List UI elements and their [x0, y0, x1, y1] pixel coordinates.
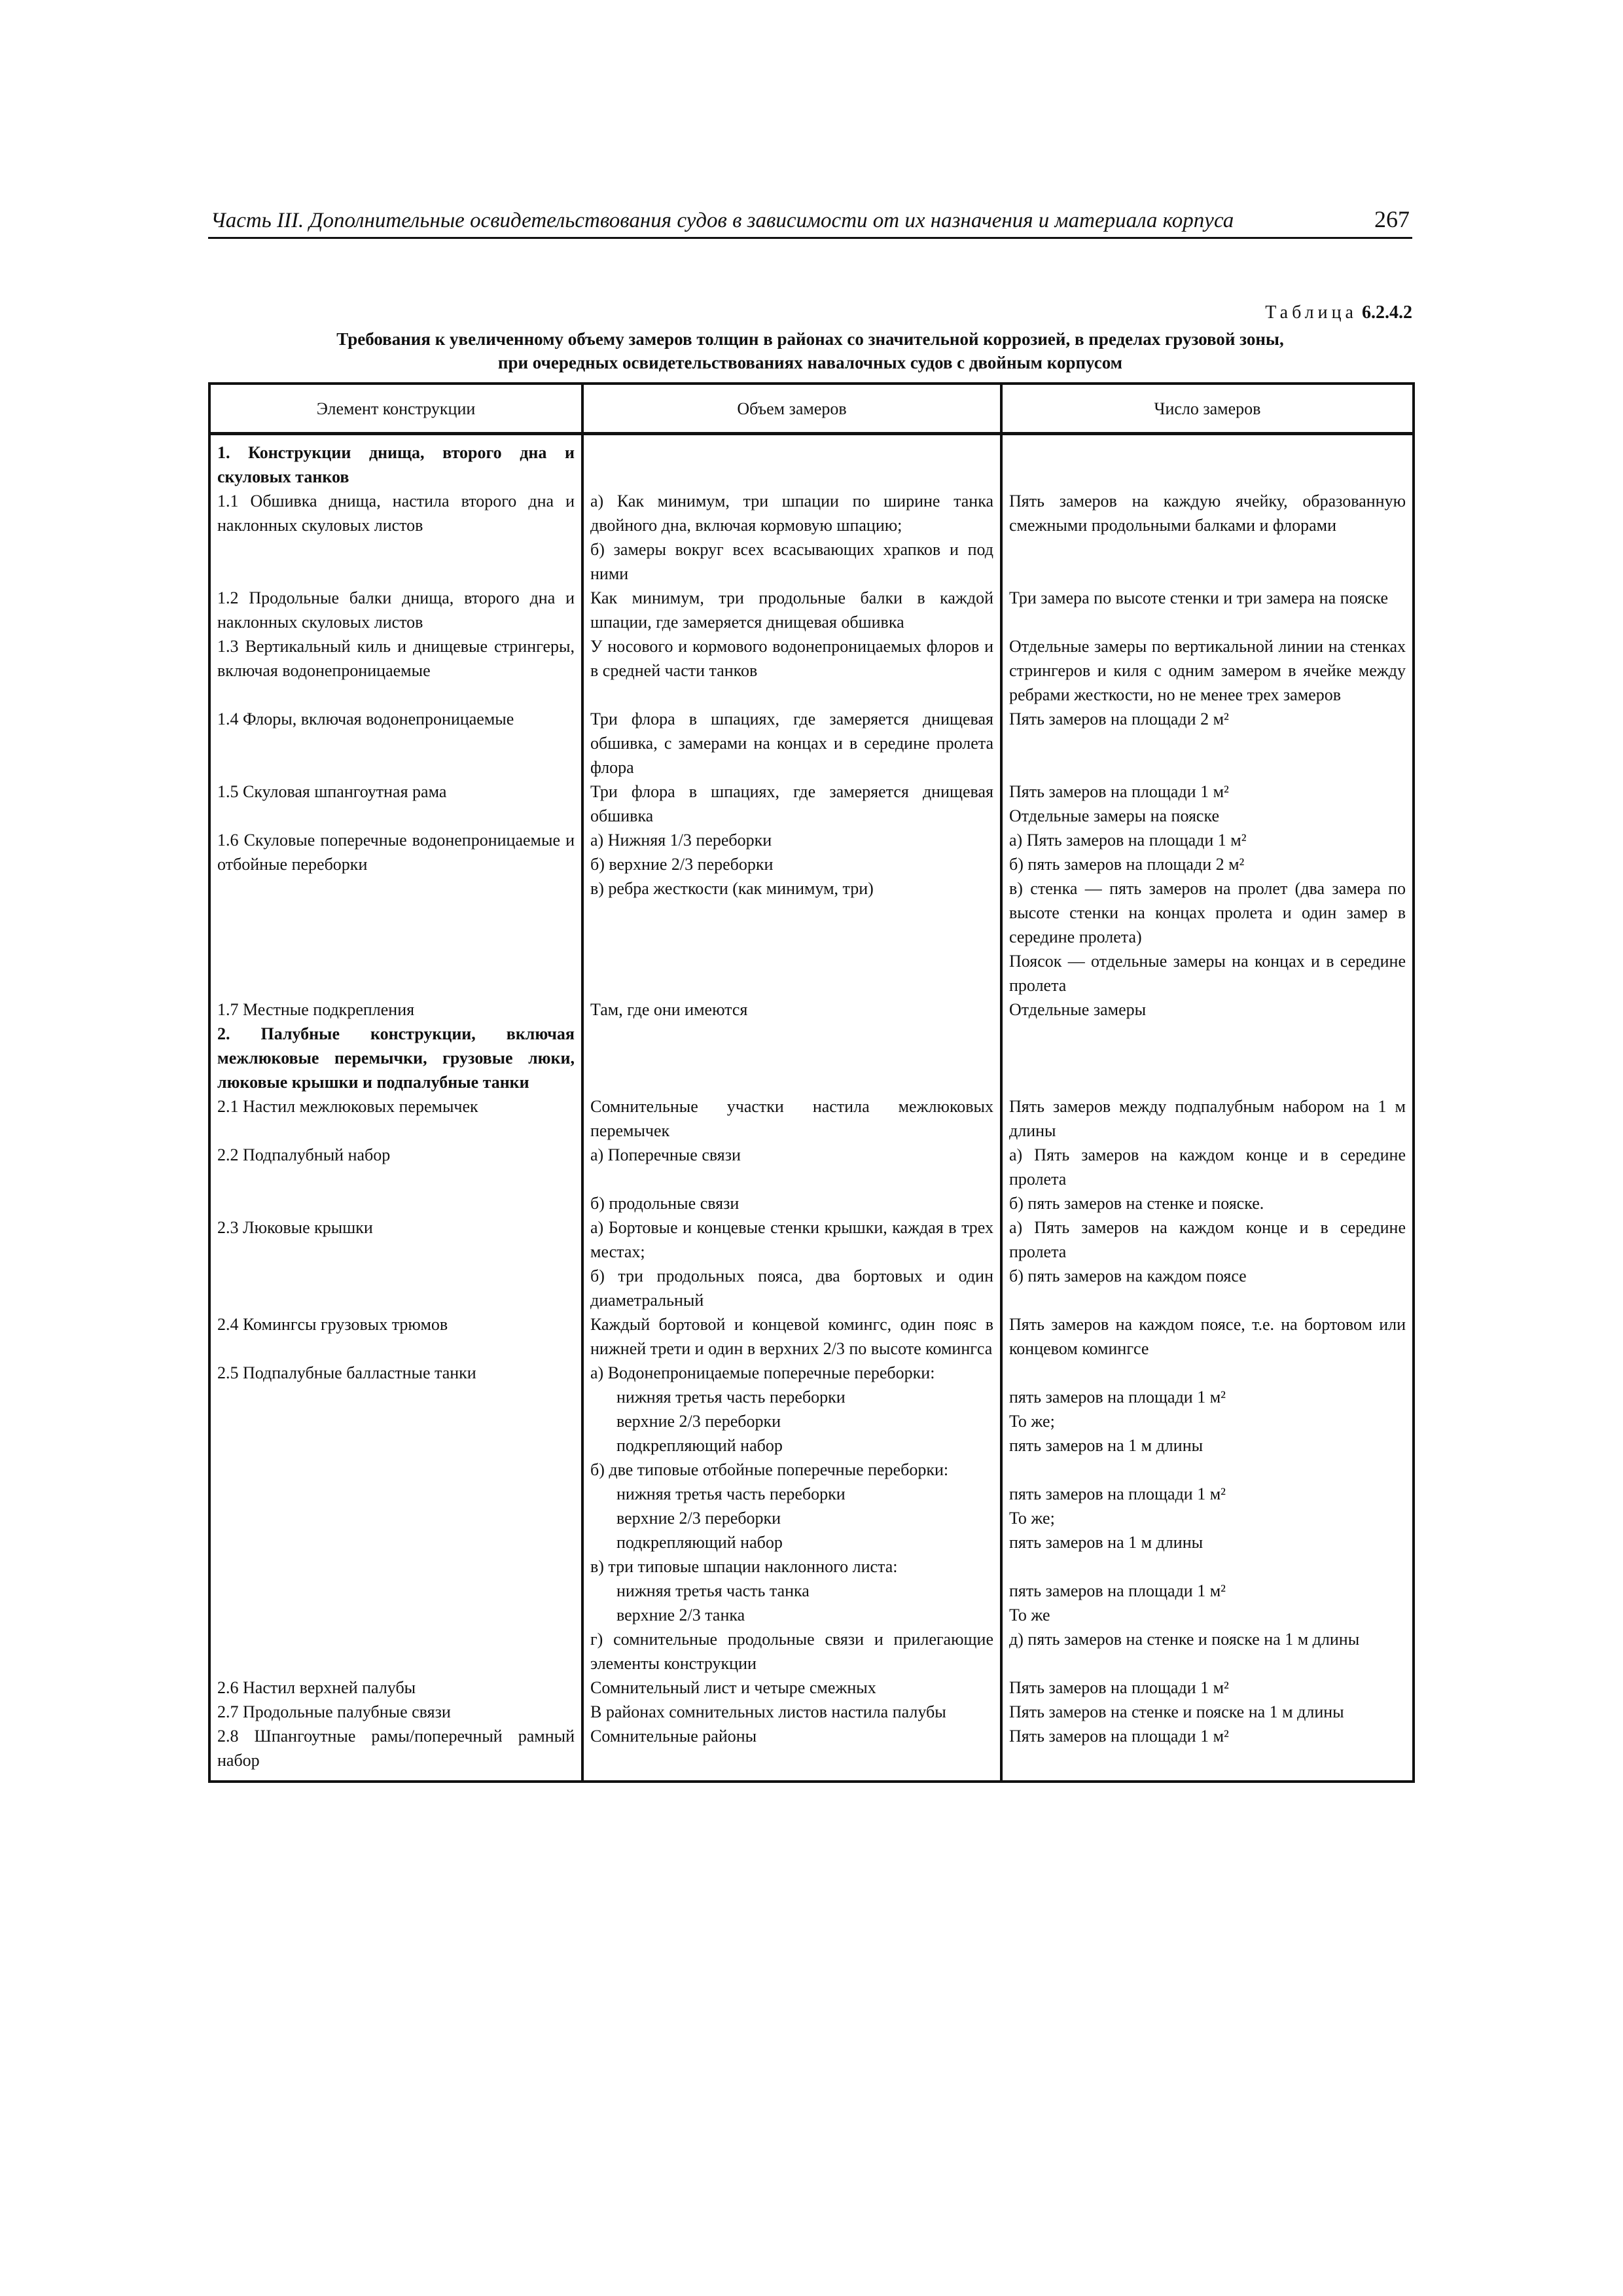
table-row [209, 1312, 1414, 1361]
table-row [209, 780, 1414, 828]
page-number: 267 [1374, 206, 1410, 232]
cell-volume-line: Три флора в шпациях, где замеряется днищевая обшивка [590, 782, 993, 825]
table-body [209, 434, 1414, 1782]
cell-volume [582, 586, 1001, 634]
table-row [209, 1361, 1414, 1676]
cell-volume [582, 997, 1001, 1022]
cell-element [209, 1022, 582, 1094]
column-header-element: Элемент конструкции [209, 384, 582, 434]
cell-number [1001, 634, 1414, 707]
cell-volume [582, 1676, 1001, 1700]
cell-volume-line: б) верхние 2/3 переборки [590, 855, 774, 874]
table-row [209, 1724, 1414, 1782]
table-row [209, 1143, 1414, 1215]
cell-volume [582, 434, 1001, 490]
table-label [1265, 302, 1412, 323]
table-row [209, 434, 1414, 490]
cell-element [209, 1215, 582, 1312]
table-row [209, 707, 1414, 780]
cell-element-line: 1.2 Продольные балки днища, второго дна и наклонных скуловых листов [217, 588, 575, 632]
cell-number-line: Три замера по высоте стенки и три замера на пояске [1009, 588, 1389, 607]
cell-volume [582, 1361, 1001, 1676]
cell-volume-line: нижняя третья часть переборки [616, 1484, 846, 1503]
cell-number-line: Отдельные замеры [1009, 1000, 1147, 1019]
cell-element-line: 2.5 Подпалубные балластные танки [217, 1363, 476, 1382]
cell-element-line: 2.1 Настил межлюковых перемычек [217, 1097, 478, 1116]
cell-element [209, 780, 582, 828]
cell-element-line: 1.7 Местные подкрепления [217, 1000, 415, 1019]
table-caption-line: при очередных освидетельствованиях навалочных судов с двойным корпусом [497, 353, 1123, 372]
cell-element [209, 1312, 582, 1361]
table-header-row [209, 384, 1414, 434]
column-header-number: Число замеров [1001, 384, 1414, 434]
cell-element-line: 1.1 Обшивка днища, настила второго дна и наклонных скуловых листов [217, 492, 575, 535]
column-header-volume: Объем замеров [582, 384, 1001, 434]
cell-element [209, 434, 582, 490]
cell-volume [582, 1312, 1001, 1361]
cell-volume-line: В районах сомнительных листов настила палубы [590, 1702, 946, 1721]
cell-number [1001, 1676, 1414, 1700]
cell-volume [582, 1022, 1001, 1094]
cell-element-line: 1. Конструкции днища, второго дна и скуловых танков [217, 443, 575, 486]
cell-element-line: 1.3 Вертикальный киль и днищевые стрингеры, включая водонепроницаемые [217, 637, 575, 680]
cell-volume [582, 780, 1001, 828]
cell-volume-line: б) две типовые отбойные поперечные переборки: [590, 1460, 949, 1479]
cell-volume-line: нижняя третья часть танка [616, 1581, 810, 1600]
cell-volume-line: Сомнительные участки настила межлюковых перемычек [590, 1097, 993, 1140]
table-caption [208, 327, 1412, 374]
table-row [209, 1022, 1414, 1094]
cell-number-line: пять замеров на площади 1 м² [1009, 1581, 1226, 1600]
cell-number-line [1009, 1458, 1406, 1482]
cell-volume [582, 1215, 1001, 1312]
cell-element [209, 1676, 582, 1700]
cell-number [1001, 586, 1414, 634]
cell-element [209, 1361, 582, 1676]
cell-volume-line: верхние 2/3 переборки [616, 1412, 781, 1431]
cell-volume-line: б) замеры вокруг всех всасывающих храпков и под ними [590, 540, 993, 583]
cell-number [1001, 780, 1414, 828]
cell-volume-line: б) продольные связи [590, 1194, 740, 1213]
cell-element [209, 1094, 582, 1143]
table-label-prefix: Таблица [1265, 302, 1357, 323]
cell-element [209, 1143, 582, 1215]
cell-volume-line: в) ребра жесткости (как минимум, три) [590, 879, 874, 898]
table-label-number: 6.2.4.2 [1362, 302, 1412, 323]
cell-number-line: То же [1009, 1605, 1050, 1624]
cell-number-line: То же; [1009, 1412, 1055, 1431]
cell-number [1001, 489, 1414, 586]
cell-number-line: Отдельные замеры по вертикальной линии на стенках стрингеров и киля с одним замером в ячейке между ребрами жесткости, но не менее трех замеров [1009, 637, 1406, 704]
cell-number-line: Пять замеров на площади 1 м² [1009, 782, 1229, 801]
cell-number-line: То же; [1009, 1509, 1055, 1528]
cell-element-line: 2.4 Комингсы грузовых трюмов [217, 1315, 448, 1334]
cell-element [209, 1724, 582, 1782]
cell-number-line: пять замеров на площади 1 м² [1009, 1484, 1226, 1503]
cell-number-line: Пять замеров между подпалубным набором на 1 м длины [1009, 1097, 1406, 1140]
cell-number-line: пять замеров на 1 м длины [1009, 1436, 1204, 1455]
cell-element-line: 2.8 Шпангоутные рамы/поперечный рамный набор [217, 1727, 575, 1770]
cell-number-line: Пять замеров на площади 2 м² [1009, 709, 1229, 728]
cell-element [209, 707, 582, 780]
cell-number-line: а) Пять замеров на каждом конце и в середине пролета [1009, 1145, 1406, 1189]
table-row [209, 634, 1414, 707]
cell-volume [582, 1700, 1001, 1724]
table-row [209, 997, 1414, 1022]
cell-number-line: б) пять замеров на каждом поясе [1009, 1266, 1247, 1285]
cell-volume-line: Каждый бортовой и концевой комингс, один пояс в нижней трети и один в верхних 2/3 по высоте комингса [590, 1315, 993, 1358]
cell-number-line: б) пять замеров на площади 2 м² [1009, 855, 1245, 874]
cell-element-line: 2.2 Подпалубный набор [217, 1145, 391, 1164]
cell-element [209, 1700, 582, 1724]
cell-volume-line: подкрепляющий набор [616, 1436, 783, 1455]
cell-element [209, 634, 582, 707]
table-row [209, 1215, 1414, 1312]
cell-number-line: Пять замеров на площади 1 м² [1009, 1678, 1229, 1697]
running-header-title: Часть III. Дополнительные освидетельствования судов в зависимости от их назначения и материала корпуса [211, 209, 1234, 232]
cell-volume-line: Сомнительные районы [590, 1727, 757, 1746]
cell-number [1001, 1312, 1414, 1361]
cell-volume-line: а) Нижняя 1/3 переборки [590, 831, 772, 850]
cell-volume-line: а) Как минимум, три шпации по ширине танка двойного дна, включая кормовую шпацию; [590, 492, 993, 535]
cell-number [1001, 1215, 1414, 1312]
cell-element-line: 2. Палубные конструкции, включая межлюковые перемычки, грузовые люки, люковые крышки и подпалубные танки [217, 1024, 575, 1092]
cell-element-line: 1.4 Флоры, включая водонепроницаемые [217, 709, 514, 728]
running-header [208, 196, 1412, 239]
table-row [209, 586, 1414, 634]
cell-number-line: пять замеров на площади 1 м² [1009, 1388, 1226, 1407]
cell-volume-line: Как минимум, три продольные балки в каждой шпации, где замеряется днищевая обшивка [590, 588, 993, 632]
cell-element-line: 1.5 Скуловая шпангоутная рама [217, 782, 447, 801]
cell-element-line: 2.6 Настил верхней палубы [217, 1678, 416, 1697]
cell-volume-line: верхние 2/3 переборки [616, 1509, 781, 1528]
cell-element-line: 2.3 Люковые крышки [217, 1218, 373, 1237]
cell-number-line: Пять замеров на каждую ячейку, образованную смежными продольными балками и флорами [1009, 492, 1406, 535]
cell-volume [582, 489, 1001, 586]
cell-volume-line: подкрепляющий набор [616, 1533, 783, 1552]
table-row [209, 1676, 1414, 1700]
cell-number-line: а) Пять замеров на площади 1 м² [1009, 831, 1247, 850]
cell-number-line: Поясок — отдельные замеры на концах и в середине пролета [1009, 952, 1406, 995]
cell-volume-line: г) сомнительные продольные связи и прилегающие элементы конструкции [590, 1630, 993, 1673]
table-caption-line: Требования к увеличенному объему замеров толщин в районах со значительной коррозией, в пределах грузовой зоны, [336, 329, 1284, 349]
cell-number [1001, 1700, 1414, 1724]
cell-number [1001, 434, 1414, 490]
cell-volume-line: а) Бортовые и концевые стенки крышки, каждая в трех местах; [590, 1218, 993, 1261]
cell-number-line: Пять замеров на каждом поясе, т.е. на бортовом или концевом комингсе [1009, 1315, 1406, 1358]
cell-volume [582, 1094, 1001, 1143]
cell-number [1001, 997, 1414, 1022]
cell-volume [582, 1724, 1001, 1782]
cell-volume-line: нижняя третья часть переборки [616, 1388, 846, 1407]
cell-element [209, 828, 582, 997]
cell-number-line: Отдельные замеры на пояске [1009, 806, 1219, 825]
table-row [209, 1094, 1414, 1143]
cell-volume-line: Три флора в шпациях, где замеряется днищевая обшивка, с замерами на концах и в середине пролета флора [590, 709, 993, 777]
cell-element [209, 997, 582, 1022]
cell-volume-line: в) три типовые шпации наклонного листа: [590, 1557, 898, 1576]
cell-volume-line: а) Поперечные связи [590, 1145, 741, 1164]
cell-number [1001, 1143, 1414, 1215]
cell-volume [582, 634, 1001, 707]
cell-volume-line: Там, где они имеются [590, 1000, 748, 1019]
cell-number [1001, 1724, 1414, 1782]
cell-volume-line: б) три продольных пояса, два бортовых и один диаметральный [590, 1266, 993, 1310]
cell-number-line: Пять замеров на стенке и пояске на 1 м длины [1009, 1702, 1344, 1721]
cell-element-line: 2.7 Продольные палубные связи [217, 1702, 451, 1721]
cell-number [1001, 828, 1414, 997]
table-row [209, 1700, 1414, 1724]
table-row [209, 828, 1414, 997]
cell-volume-line: У носового и кормового водонепроницаемых флоров и в средней части танков [590, 637, 993, 680]
cell-volume-line: Сомнительный лист и четыре смежных [590, 1678, 876, 1697]
cell-number-line [1009, 1361, 1406, 1385]
cell-number-line: пять замеров на 1 м длины [1009, 1533, 1204, 1552]
cell-number-line [1009, 1554, 1406, 1579]
cell-element [209, 489, 582, 586]
measurements-table [208, 382, 1415, 1783]
cell-volume [582, 707, 1001, 780]
cell-number-line: д) пять замеров на стенке и пояске на 1 м длины [1009, 1630, 1360, 1649]
cell-number [1001, 707, 1414, 780]
cell-number [1001, 1022, 1414, 1094]
cell-volume [582, 1143, 1001, 1215]
cell-volume-line: а) Водонепроницаемые поперечные переборки: [590, 1363, 935, 1382]
cell-element-line: 1.6 Скуловые поперечные водонепроницаемые и отбойные переборки [217, 831, 575, 874]
cell-number-line: в) стенка — пять замеров на пролет (два замера по высоте стенки на концах пролета и один замер в середине пролета) [1009, 879, 1406, 946]
cell-number-line: Пять замеров на площади 1 м² [1009, 1727, 1229, 1746]
cell-number [1001, 1094, 1414, 1143]
cell-element [209, 586, 582, 634]
table-row [209, 489, 1414, 586]
cell-volume-line: верхние 2/3 танка [616, 1605, 745, 1624]
cell-number-line: а) Пять замеров на каждом конце и в середине пролета [1009, 1218, 1406, 1261]
cell-number-line: б) пять замеров на стенке и пояске. [1009, 1194, 1264, 1213]
cell-volume-line [590, 1167, 993, 1191]
cell-number [1001, 1361, 1414, 1676]
cell-volume [582, 828, 1001, 997]
